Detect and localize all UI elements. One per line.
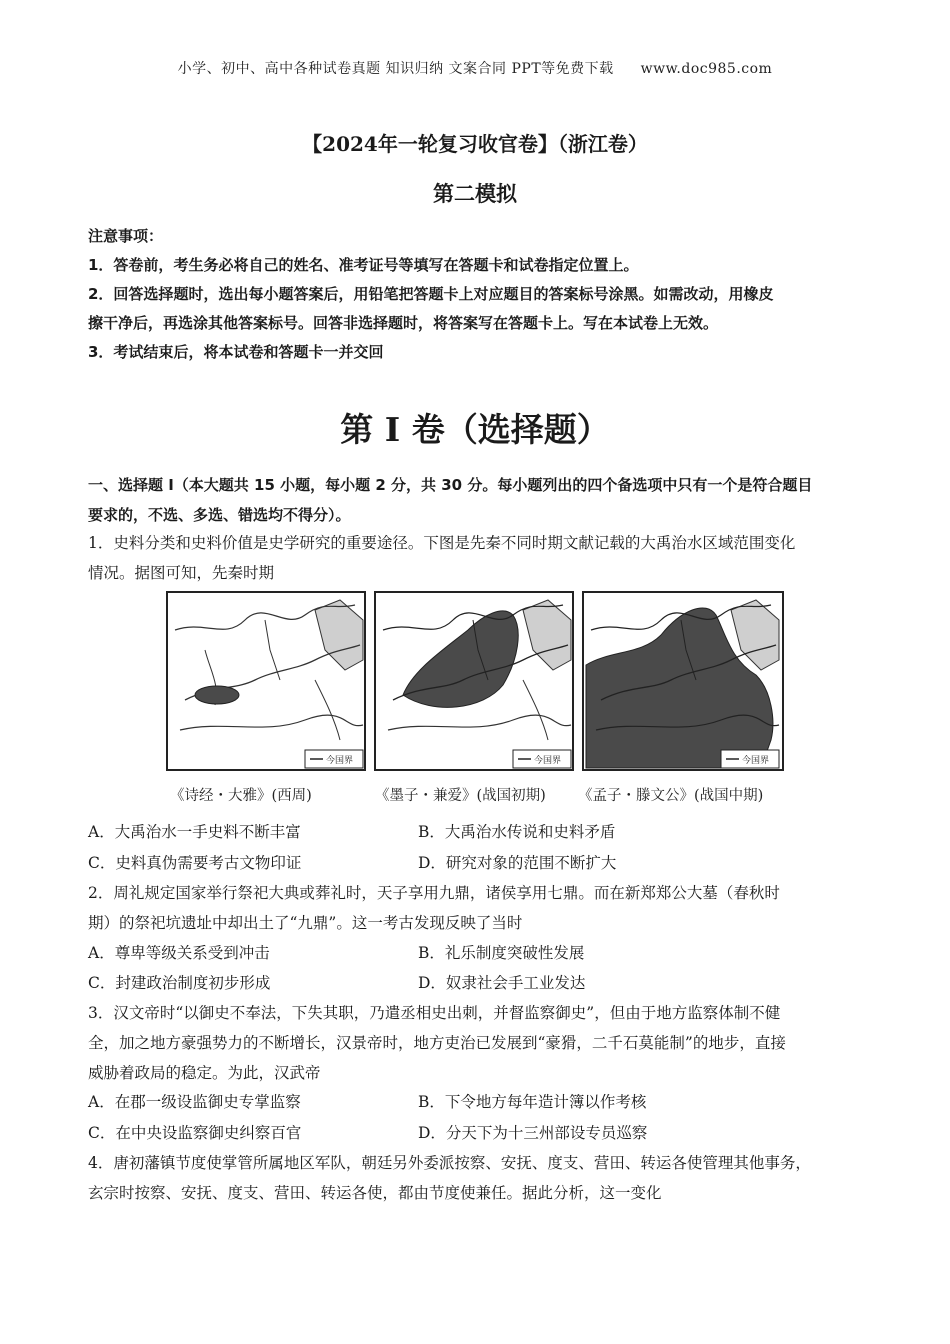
q1-option-d[interactable]: D．研究对象的范围不断扩大 [418,854,617,872]
q1-option-a[interactable]: A．大禹治水一手史料不断丰富 [88,823,301,841]
q2-option-c[interactable]: C．封建政治制度初步形成 [88,974,271,992]
map-1 [167,592,365,770]
page-header [0,58,950,78]
map-1-caption: 《诗经・大雅》(西周) [170,788,312,804]
map-3 [583,592,783,770]
map-1-flood-region [195,686,239,704]
question-2-stem [88,878,868,938]
q3-option-d[interactable]: D．分天下为十三州部设专员巡察 [418,1124,648,1142]
q4-stem-line-2: 玄宗时按察、安抚、度支、营田、转运各使，都由节度使兼任。据此分析，这一变化 [88,1184,662,1202]
question-4-stem [88,1148,868,1208]
part-instructions [88,470,868,530]
q3-option-c[interactable]: C．在中央设监察御史纠察百官 [88,1124,302,1142]
map-2 [375,592,573,770]
notes-block [88,222,868,367]
q3-option-b[interactable]: B．下令地方每年造计簿以作考核 [418,1093,647,1111]
notes-item-3: 3．考试结束后，将本试卷和答题卡一并交回 [88,343,384,361]
part-line-2: 要求的，不选、多选、错选均不得分）。 [88,506,351,524]
q2-option-b[interactable]: B．礼乐制度突破性发展 [418,944,585,962]
q1-stem-line-2: 情况。据图可知，先秦时期 [88,564,275,582]
section-title: 第 I 卷（选择题） [340,410,610,449]
map-3-legend: 今国界 [742,756,770,766]
map-1-legend: 今国界 [326,756,354,766]
q1-stem-line-1: 1．史料分类和史料价值是史学研究的重要途径。下图是先秦不同时期文献记载的大禹治水区域范围变化 [88,534,796,552]
q1-option-b[interactable]: B．大禹治水传说和史料矛盾 [418,823,616,841]
map-3-caption: 《孟子・滕文公》(战国中期) [578,788,764,804]
q3-stem-line-3: 威胁着政局的稳定。为此，汉武帝 [88,1064,321,1082]
q3-stem-line-1: 3．汉文帝时“以御史不奉法，下失其职，乃遣丞相史出刺，并督监察御史”，但由于地方监察体制不健 [88,1004,781,1022]
q1-option-c[interactable]: C．史料真伪需要考古文物印证 [88,854,302,872]
flood-control-maps-figure [165,590,785,775]
q2-stem-line-2: 期）的祭祀坑遗址中却出土了“九鼎”。这一考古发现反映了当时 [88,914,523,932]
header-site-link[interactable]: www.doc985.com [640,61,773,77]
part-line-1: 一、选择题 I（本大题共 15 小题，每小题 2 分，共 30 分。每小题列出的四个备选项中只有一个是符合题目 [88,476,813,494]
header-text: 小学、初中、高中各种试卷真题 知识归纳 文案合同 PPT等免费下载 [177,61,614,77]
q2-stem-line-1: 2．周礼规定国家举行祭祀大典或葬礼时，天子享用九鼎，诸侯享用七鼎。而在新郑郑公大墓（春秋时 [88,884,780,902]
notes-heading: 注意事项： [88,227,164,245]
exam-subtitle: 第二模拟 [433,181,517,206]
q2-option-a[interactable]: A．尊卑等级关系受到冲击 [88,944,270,962]
question-3-stem [88,998,868,1088]
exam-title: 【2024年一轮复习收官卷】（浙江卷） [302,132,648,156]
map-2-caption: 《墨子・兼爱》(战国初期) [375,788,546,804]
q2-option-d[interactable]: D．奴隶社会手工业发达 [418,974,586,992]
notes-item-2a: 2．回答选择题时，选出每小题答案后，用铅笔把答题卡上对应题目的答案标号涂黑。如需改动，用橡皮 [88,285,774,303]
notes-item-1: 1．答卷前，考生务必将自己的姓名、准考证号等填写在答题卡和试卷指定位置上。 [88,256,639,274]
q3-stem-line-2: 全，加之地方豪强势力的不断增长，汉景帝时，地方吏治已发展到“豪猾，二千石莫能制”的地步，直接 [88,1034,786,1052]
question-1-stem [88,528,868,588]
q3-option-a[interactable]: A．在郡一级设监御史专掌监察 [88,1093,301,1111]
notes-item-2b: 擦干净后，再选涂其他答案标号。回答非选择题时，将答案写在答题卡上。写在本试卷上无效。 [88,314,719,332]
q4-stem-line-1: 4．唐初藩镇节度使掌管所属地区军队，朝廷另外委派按察、安抚、度支、营田、转运各使管理其他事务， [88,1154,811,1172]
map-2-legend: 今国界 [534,756,562,766]
